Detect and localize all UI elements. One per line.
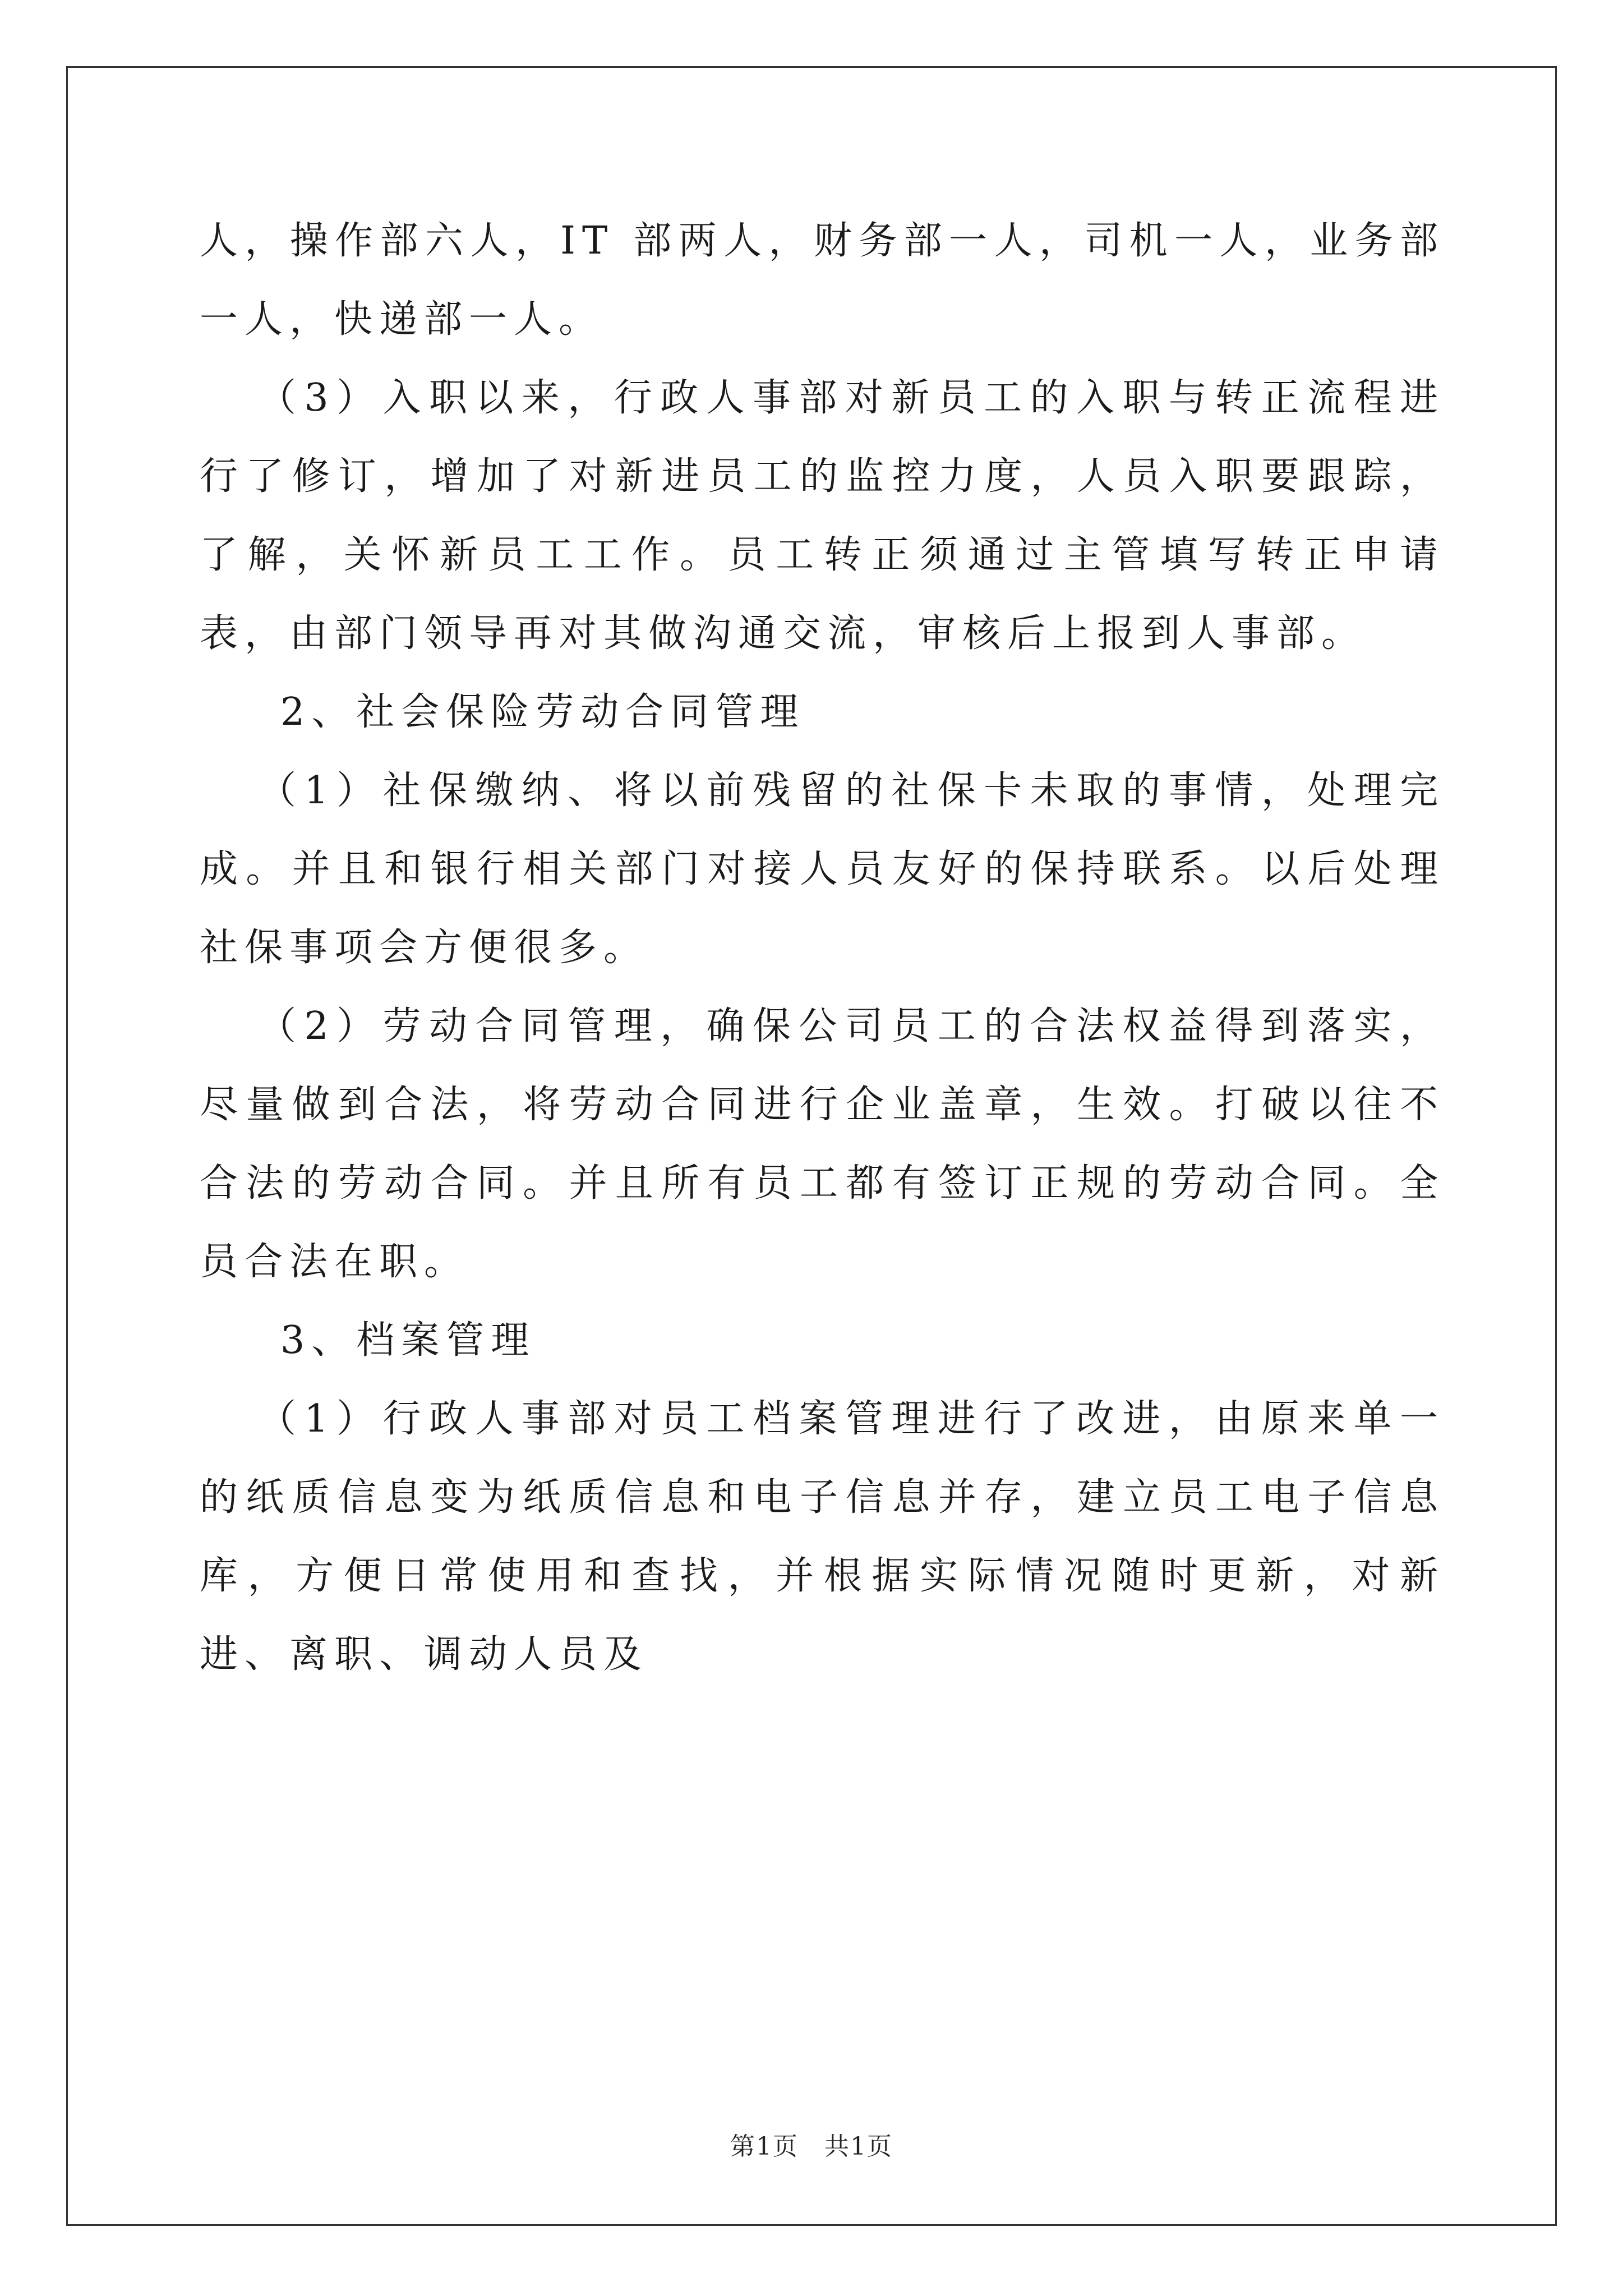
paragraph: （1）行政人事部对员工档案管理进行了改进，由原来单一的纸质信息变为纸质信息和电子信息并存，建立员工电子信息库，方便日常使用和查找，并根据实际情况随时更新，对新进、离职、调动人员及 — [200, 1397, 1445, 1677]
paragraph: （2）劳动合同管理，确保公司员工的合法权益得到落实，尽量做到合法，将劳动合同进行企业盖章，生效。打破以往不合法的劳动合同。并且所有员工都有签订正规的劳动合同。全员合法在职。 — [200, 1004, 1445, 1284]
document-body — [200, 202, 1445, 1694]
paragraph: （3）入职以来，行政人事部对新员工的入职与转正流程进行了修订，增加了对新进员工的监控力度，人员入职要跟踪，了解，关怀新员工工作。员工转正须通过主管填写转正申请表，由部门领导再对其做沟通交流，审核后上报到人事部。 — [200, 376, 1445, 656]
section-heading: 3、档案管理 — [280, 1318, 536, 1363]
paragraph: （1）社保缴纳、将以前残留的社保卡未取的事情，处理完成。并且和银行相关部门对接人员友好的保持联系。以后处理社保事项会方便很多。 — [200, 769, 1445, 970]
section-heading: 2、社会保险劳动合同管理 — [280, 690, 805, 734]
paragraph: 人，操作部六人，IT 部两人，财务部一人，司机一人，业务部一人，快递部一人。 — [200, 219, 1445, 342]
page-number-footer: 第1页 共1页 — [730, 2132, 893, 2161]
